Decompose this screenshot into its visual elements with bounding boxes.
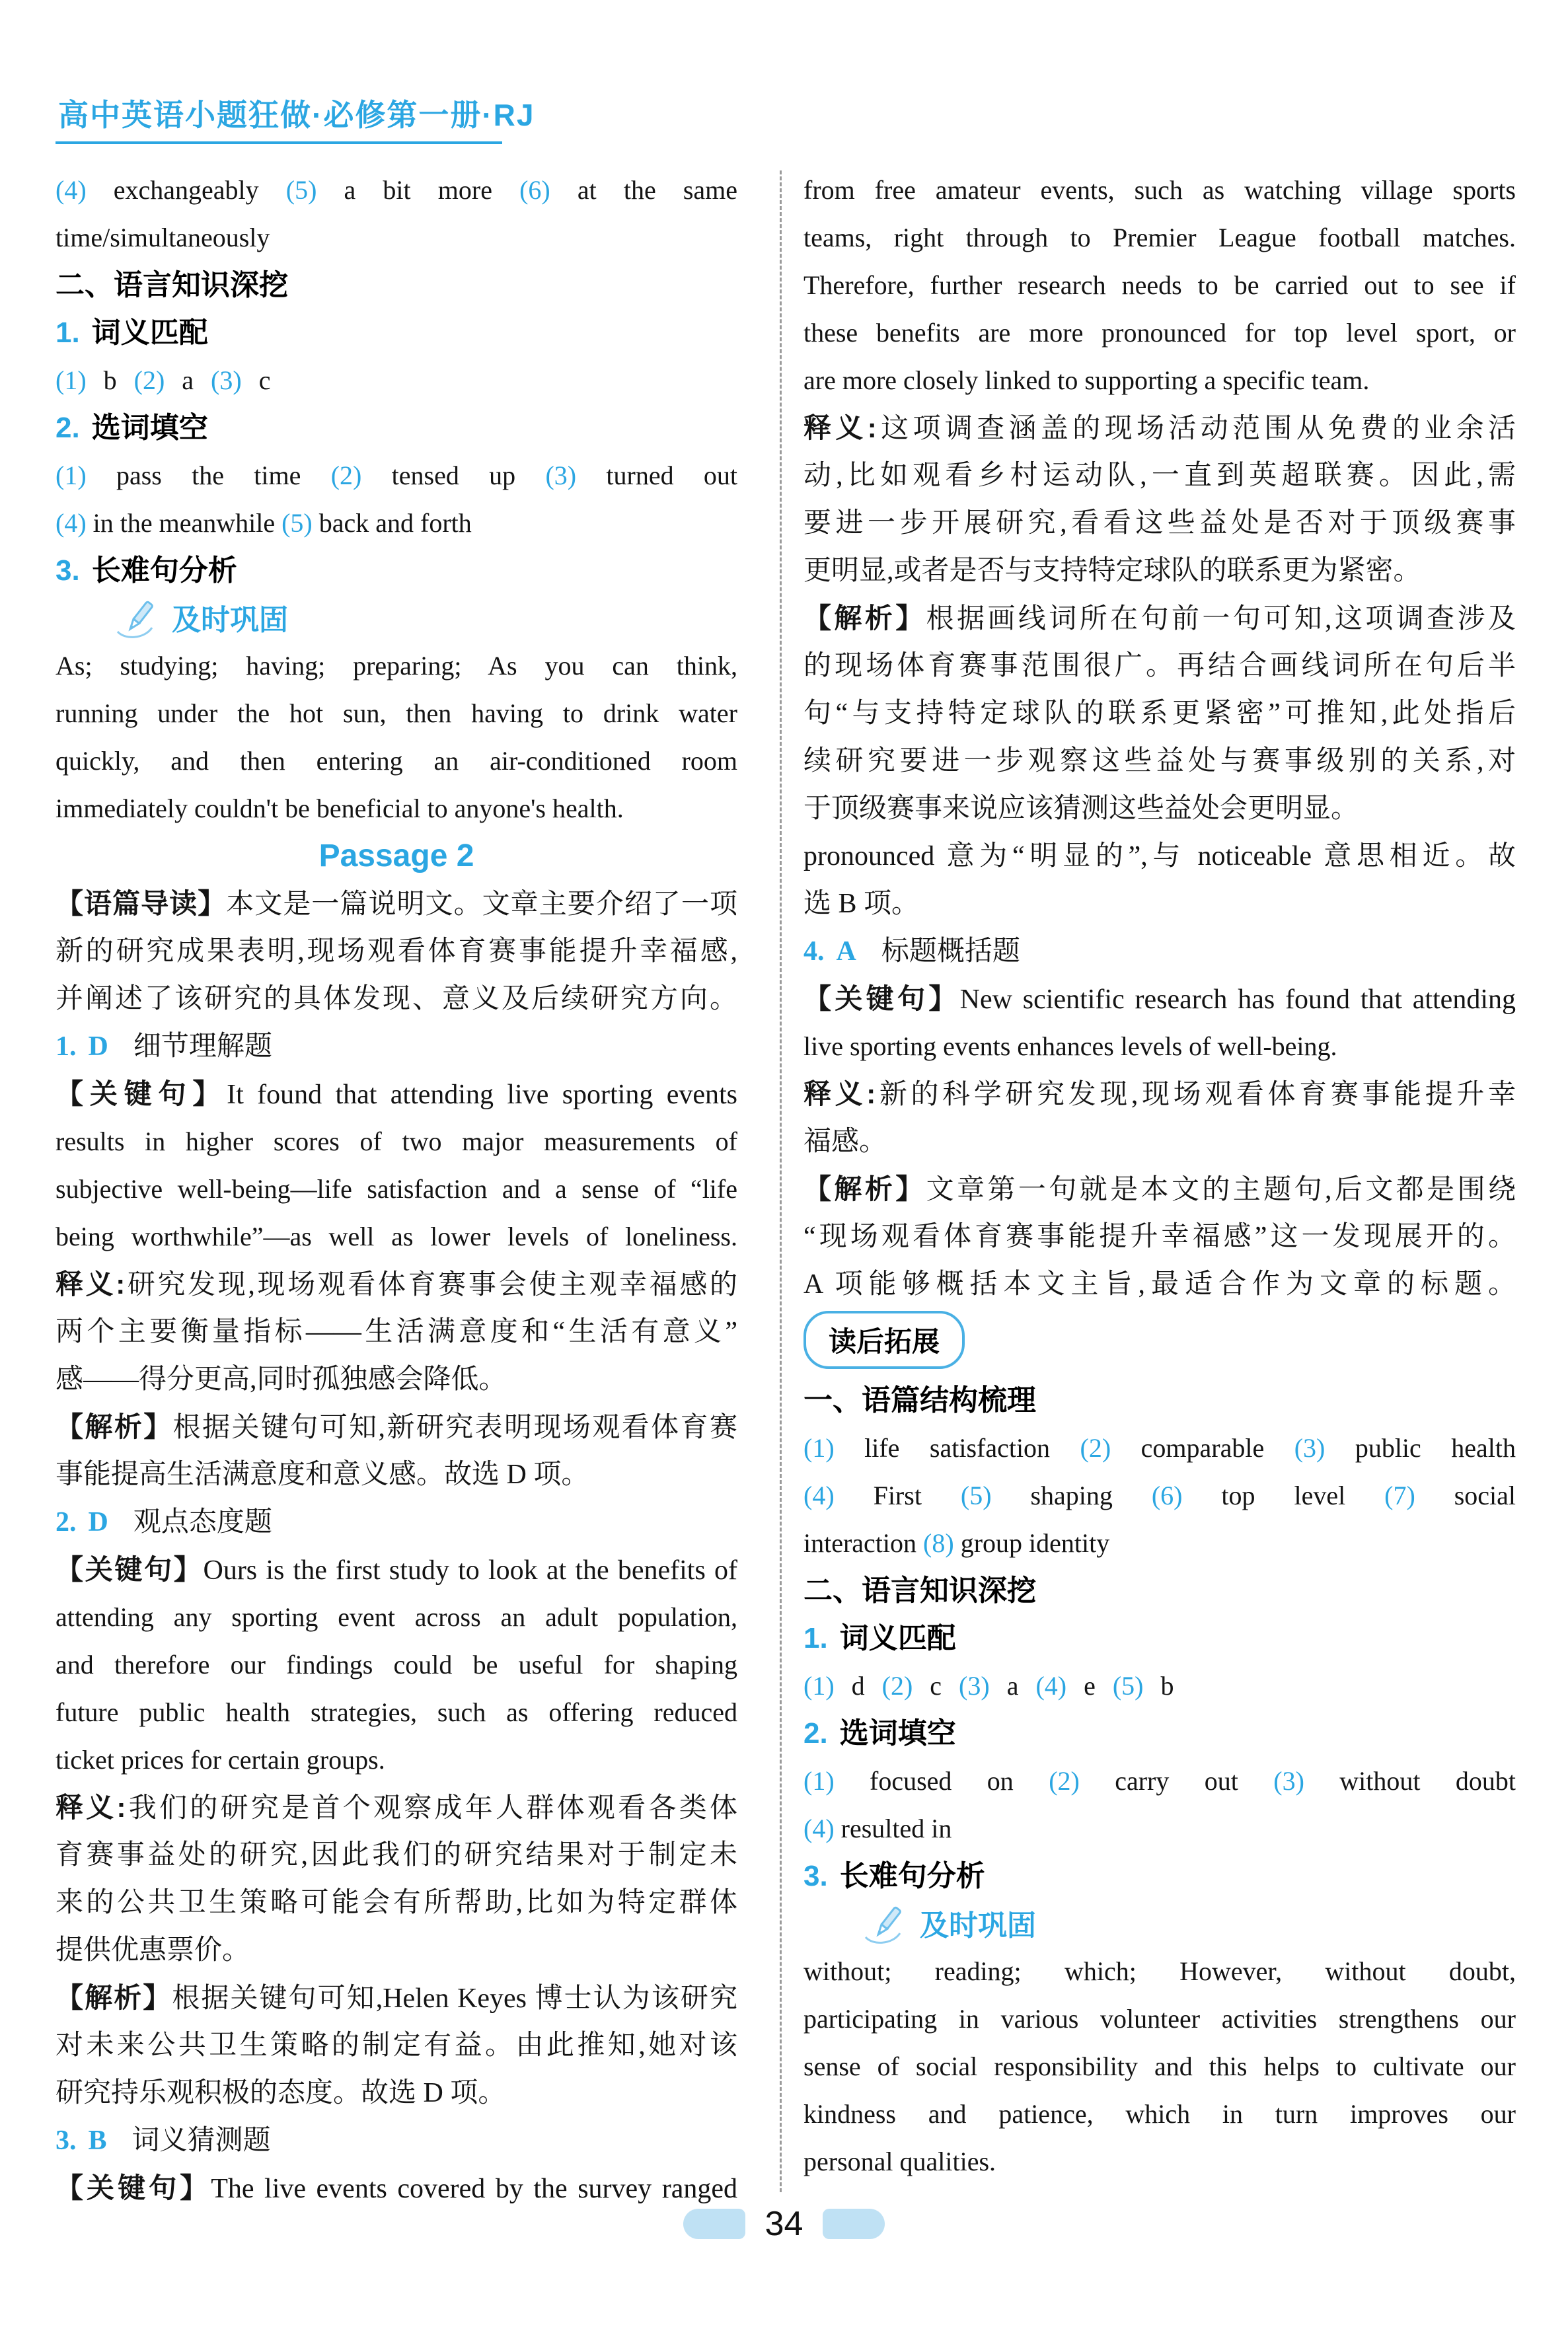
text-line: participating in various volunteer activities strengthens our <box>803 2004 1516 2034</box>
text-line: 来的公共卫生策略可能会有所帮助,比如为特定群体 <box>56 1888 737 1918</box>
text-line: 动,比如观看乡村运动队,一直到英超联赛。因此,需 <box>803 461 1516 491</box>
text-line: “现场观看体育赛事能提升幸福感”这一发现展开的。 <box>803 1222 1516 1252</box>
page-number: 34 <box>765 2205 803 2243</box>
text-line: results in higher scores of two major measurements of <box>56 1126 737 1156</box>
text-line: 福感。 <box>803 1126 887 1157</box>
footer-pill-right <box>823 2209 885 2239</box>
text-line: 对未来公共卫生策略的制定有益。由此推知,她对该 <box>56 2030 737 2061</box>
text-line: teams, right through to Premier League football matches. <box>803 223 1516 252</box>
text-line: 3. 长难句分析 <box>56 554 237 587</box>
text-line: without; reading; which; However, without doubt, <box>803 1956 1516 1986</box>
text-line: Passage 2 <box>318 838 474 873</box>
text-line: 4. A 标题概括题 <box>803 936 1020 967</box>
text-line: 释义:研究发现,现场观看体育赛事会使主观幸福感的 <box>56 1269 737 1300</box>
text-line: sense of social responsibility and this helps to cultivate our <box>803 2051 1516 2081</box>
right-column <box>803 166 1516 2186</box>
text-line: 事能提高生活满意度和意义感。故选 D 项。 <box>56 1459 589 1490</box>
text-line: (4) First (5) shaping (6) top level (7) social <box>803 1481 1516 1510</box>
text-line: 1. D 细节理解题 <box>56 1031 272 1062</box>
text-line: (4) in the meanwhile (5) back and forth <box>56 508 472 538</box>
text-line: 续研究要进一步观察这些益处与赛事级别的关系,对 <box>803 746 1516 776</box>
text-line: 2. 选词填空 <box>803 1717 956 1750</box>
text-line: 一、语篇结构梳理 <box>803 1384 1036 1417</box>
consolidate-heading <box>803 1900 1516 1948</box>
text-line: 新的研究成果表明,现场观看体育赛事能提升幸福感, <box>56 936 737 967</box>
text-line: immediately couldn't be beneficial to anyone's health. <box>56 793 624 823</box>
text-line: 2. 选词填空 <box>56 412 208 444</box>
text-line: 【解析】根据关键句可知,新研究表明现场观看体育赛 <box>56 1411 737 1443</box>
text-line: these benefits are more pronounced for top level sport, or <box>803 318 1516 348</box>
text-line: 的现场体育赛事范围很广。再结合画线词所在句后半 <box>803 651 1516 681</box>
text-line: from free amateur events, such as watching village sports <box>803 175 1516 205</box>
header-underline <box>56 141 502 144</box>
page-header-title: 高中英语小题狂做·必修第一册·RJ <box>58 98 535 132</box>
text-line: (1) focused on (2) carry out (3) without doubt <box>803 1766 1516 1796</box>
text-line: 选 B 项。 <box>803 889 920 919</box>
text-line: As; studying; having; preparing; As you can think, <box>56 651 737 681</box>
text-line: 二、语言知识深挖 <box>803 1574 1036 1607</box>
badge-label: 读后拓展 <box>803 1311 965 1369</box>
text-line: 育赛事益处的研究,因此我们的研究结果对于制定未 <box>56 1840 737 1870</box>
text-line: 【语篇导读】本文是一篇说明文。文章主要介绍了一项 <box>56 888 737 920</box>
text-line: 释义:新的科学研究发现,现场观看体育赛事能提升幸 <box>803 1078 1516 1110</box>
text-line: 1. 词义匹配 <box>56 316 208 349</box>
text-line: 句“与支持特定球队的联系更紧密”可推知,此处指后 <box>803 698 1516 729</box>
text-line: (1) life satisfaction (2) comparable (3) public health <box>803 1433 1516 1463</box>
text-line: are more closely linked to supporting a specific team. <box>803 365 1370 395</box>
text-line: 3. 长难句分析 <box>803 1860 985 1892</box>
text-line: 两个主要衡量指标——生活满意度和“生活有意义” <box>56 1317 737 1347</box>
text-line: pronounced 意为“明显的”,与 noticeable 意思相近。故 <box>803 841 1516 871</box>
text-line: 并阐述了该研究的具体发现、意义及后续研究方向。 <box>56 984 737 1014</box>
text-line: 感——得分更高,同时孤独感会降低。 <box>56 1364 507 1395</box>
text-line: 【解析】文章第一句就是本文的主题句,后文都是围绕 <box>803 1173 1516 1205</box>
consolidate-heading <box>56 595 737 642</box>
text-line: 【关键句】New scientific research has found that attending <box>803 983 1516 1015</box>
text-line: 【解析】根据画线词所在句前一句可知,这项调查涉及 <box>803 603 1516 634</box>
text-line: attending any sporting event across an adult population, <box>56 1602 737 1632</box>
consolidate-label: 及时巩固 <box>920 1909 1036 1942</box>
text-line: 要进一步开展研究,看看这些益处是否对于顶级赛事 <box>803 508 1516 538</box>
footer-pill-left <box>683 2209 745 2239</box>
text-line: (4) exchangeably (5) a bit more (6) at the same <box>56 175 737 205</box>
text-line: (4) resulted in <box>803 1814 952 1843</box>
text-line: 【关键句】The live events covered by the survey ranged <box>56 2172 737 2204</box>
text-line: Therefore, further research needs to be carried out to see if <box>803 270 1516 300</box>
text-line: 【关键句】It found that attending live sporting events <box>56 1078 737 1110</box>
text-line: 【解析】根据关键句可知,Helen Keyes 博士认为该研究 <box>56 1982 737 2014</box>
text-line: 【关键句】Ours is the first study to look at the benefits of <box>56 1554 737 1586</box>
consolidate-label: 及时巩固 <box>172 604 288 637</box>
text-line: interaction (8) group identity <box>803 1528 1110 1558</box>
text-line: quickly, and then entering an air-conditioned room <box>56 746 737 776</box>
text-line: 释义:这项调查涵盖的现场活动范围从免费的业余活 <box>803 412 1516 444</box>
text-line: 2. D 观点态度题 <box>56 1507 272 1537</box>
pencil-icon <box>114 599 163 642</box>
text-line: 3. B 词义猜测题 <box>56 2125 271 2156</box>
text-line: kindness and patience, which in turn improves our <box>803 2099 1516 2129</box>
text-line: ticket prices for certain groups. <box>56 1745 385 1775</box>
text-line: time/simultaneously <box>56 223 270 252</box>
text-line: 二、语言知识深挖 <box>56 269 288 301</box>
text-line: running under the hot sun, then having to drink water <box>56 698 737 728</box>
column-divider <box>780 170 782 2192</box>
text-line: being worthwhile”—as well as lower levels of loneliness. <box>56 1222 737 1251</box>
text-line: 研究持乐观积极的态度。故选 D 项。 <box>56 2078 506 2108</box>
text-line: personal qualities. <box>803 2147 996 2176</box>
text-line: future public health strategies, such as offering reduced <box>56 1697 737 1727</box>
text-line: 于顶级赛事来说应该猜测这些益处会更明显。 <box>803 793 1359 824</box>
text-line: 更明显,或者是否与支持特定球队的联系更为紧密。 <box>803 556 1421 586</box>
text-line: (1) b (2) a (3) c <box>56 365 271 395</box>
page-footer <box>0 2204 1568 2244</box>
left-column <box>56 166 737 2212</box>
text-line: (1) d (2) c (3) a (4) e (5) b <box>803 1671 1174 1701</box>
text-line: and therefore our findings could be useful for shaping <box>56 1650 737 1679</box>
text-line: live sporting events enhances levels of well-being. <box>803 1031 1337 1061</box>
text-line: A 项能够概括本文主旨,最适合作为文章的标题。 <box>803 1269 1516 1300</box>
text-line: (1) pass the time (2) tensed up (3) turned out <box>56 461 737 490</box>
text-line: 提供优惠票价。 <box>56 1935 250 1966</box>
text-line: 1. 词义匹配 <box>803 1622 956 1654</box>
text-line: 释义:我们的研究是首个观察成年人群体观看各类体 <box>56 1792 737 1824</box>
pencil-icon <box>862 1904 911 1948</box>
text-line: subjective well-being—life satisfaction and a sense of “life <box>56 1174 737 1204</box>
post-reading-badge <box>803 1308 1516 1377</box>
